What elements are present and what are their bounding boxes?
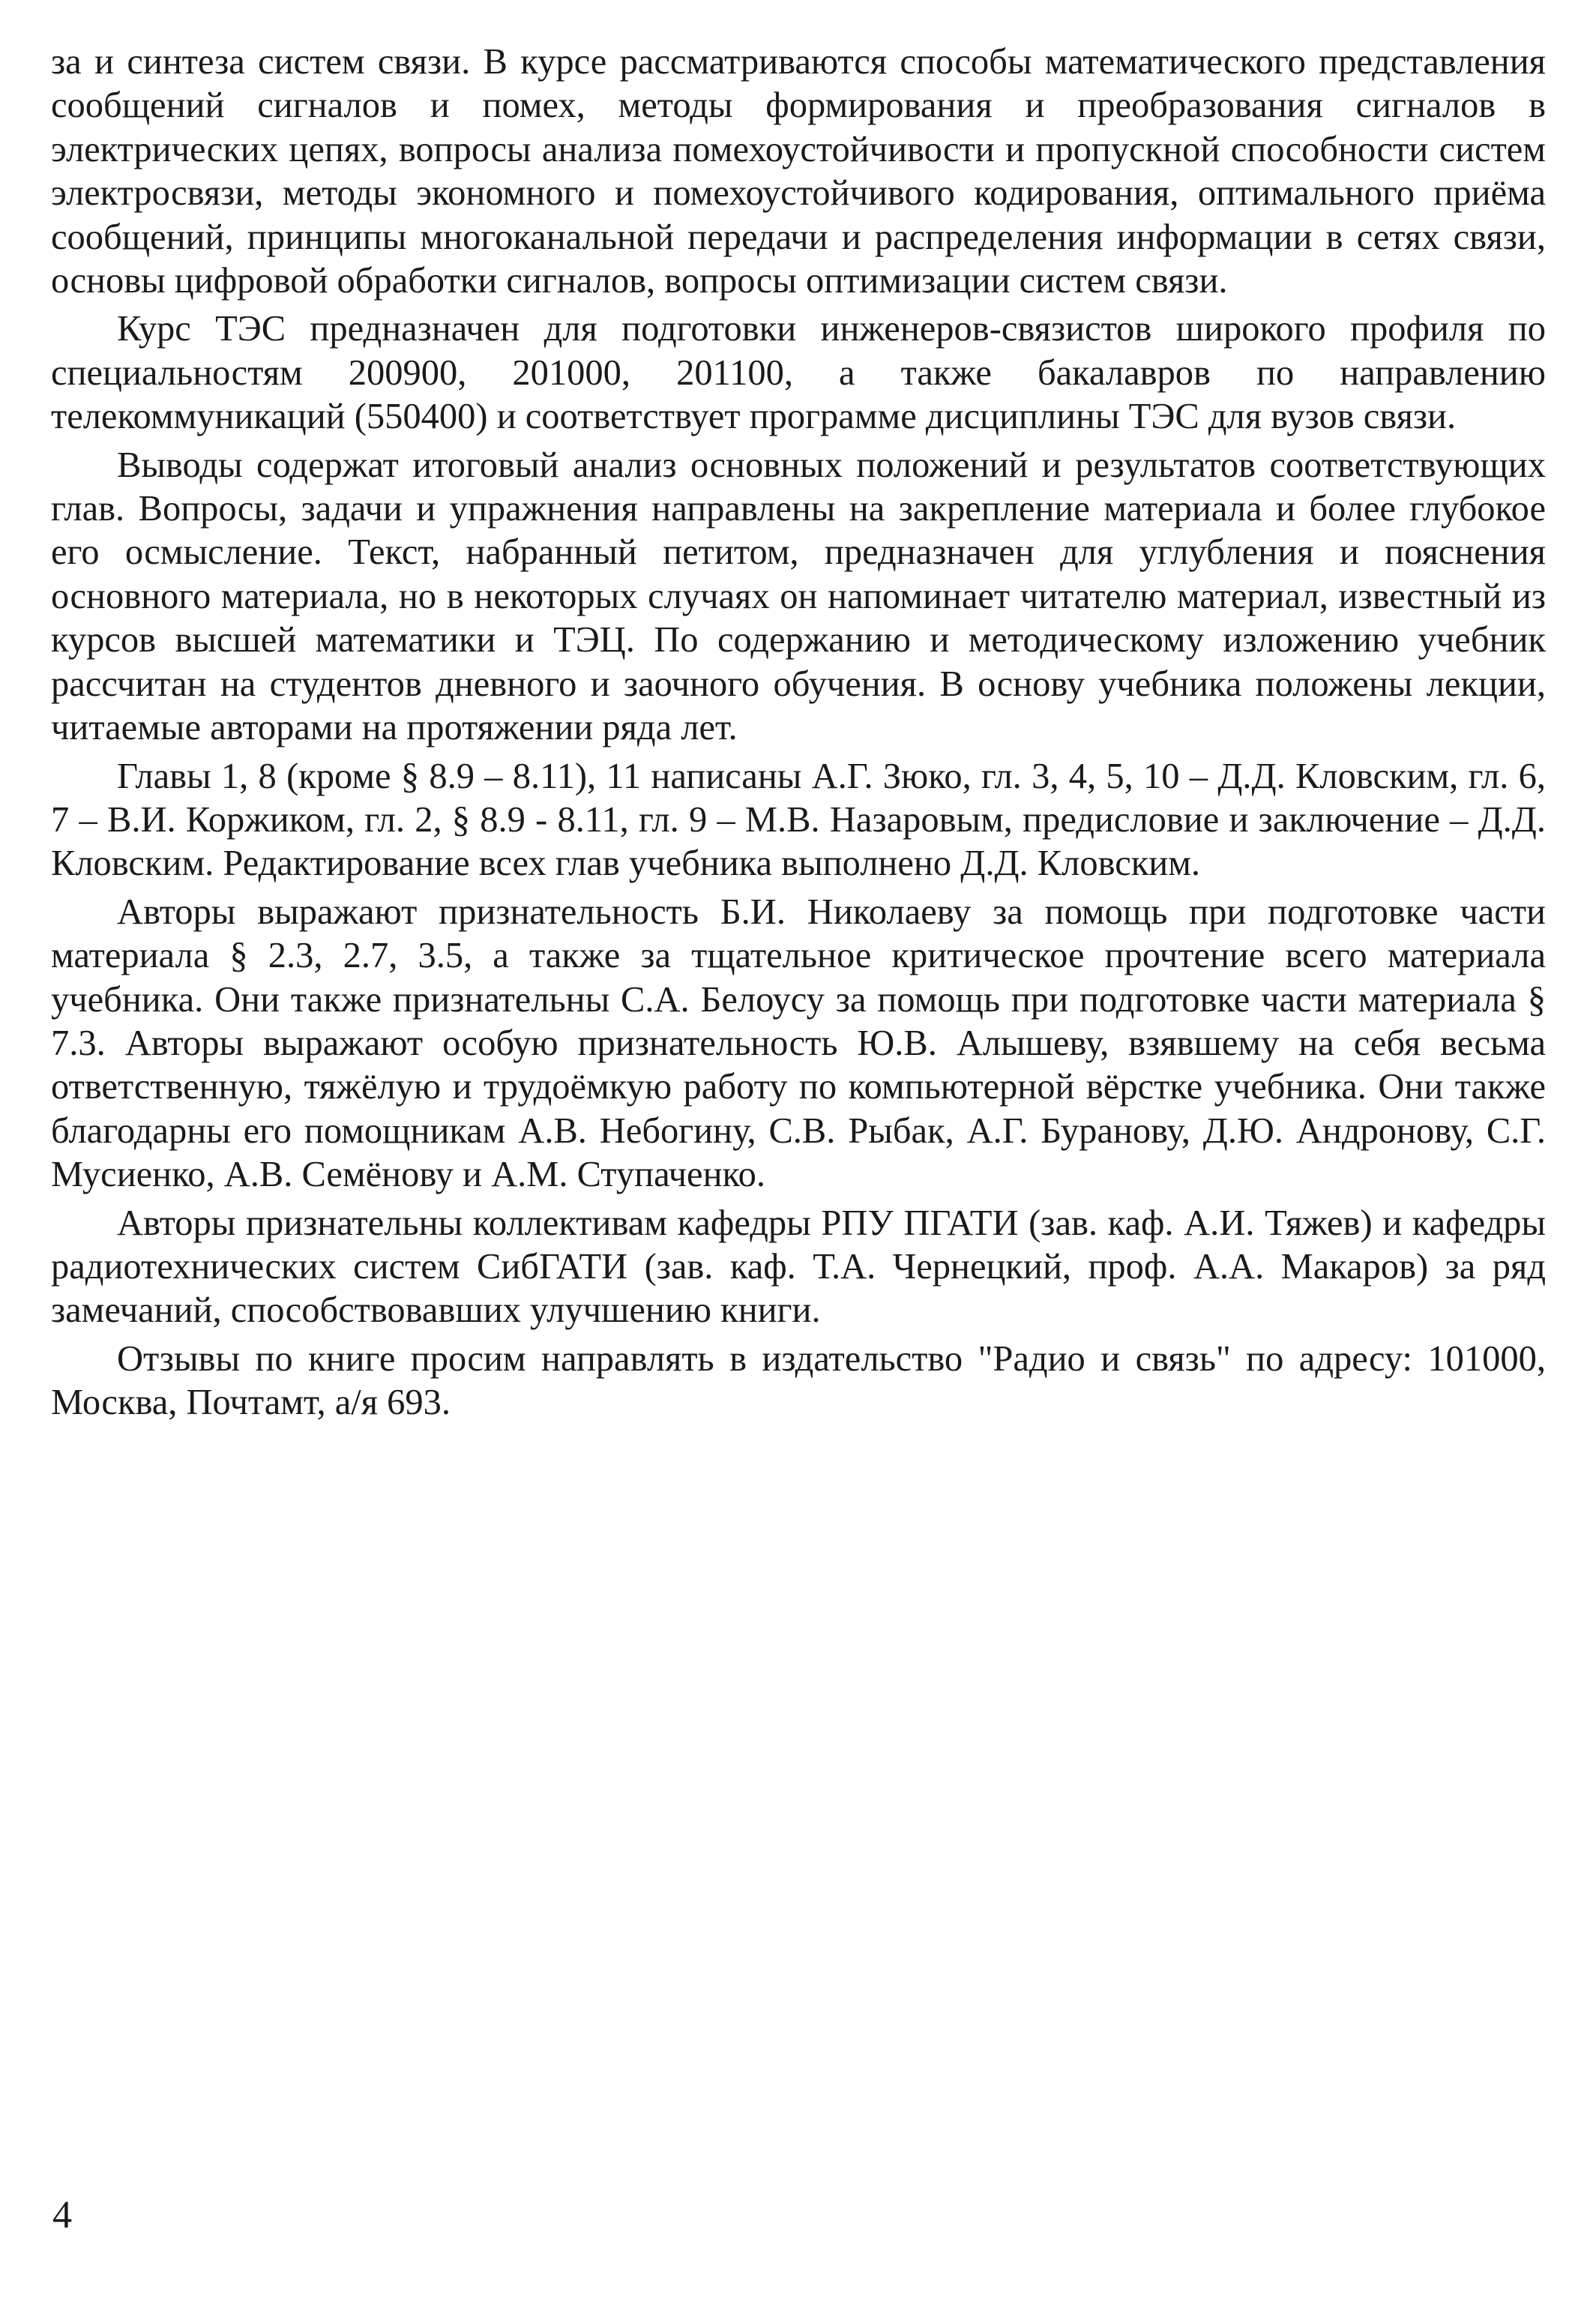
paragraph-acknowledgements: Авторы выражают признательность Б.И. Николаеву за помощь при подготовке части материала § 2.3, 2.7, 3.5, а также за тщательное критическое прочтение всего материала учебника. Они также признательны С.А. Белоусу за помощь при подготовке части материала § 7.3. Авторы выражают особую признательность Ю.В. Алышеву, взявшему на себя весьма ответственную, тяжёлую и трудоёмкую работу по компьютерной вёрстке учебника. Они также благодарны его помощникам А.В. Небогину, С.В. Рыбак, А.Г. Буранову, Д.Ю. Андронову, С.Г. Мусиенко, А.В. Семёнову и А.М. Ступаченко.	[51, 891, 1546, 1195]
page-number: 4	[52, 2194, 72, 2237]
page-body	[51, 40, 1546, 1425]
paragraph-conclusions: Выводы содержат итоговый анализ основных положений и результатов соответствующих глав. Вопросы, задачи и упражнения направлены на закрепление материала и более глубокое его осмысление. Текст, набранный петитом, предназначен для углубления и пояснения основного материала, но в некоторых случаях он напоминает читателю материал, известный из курсов высшей математики и ТЭЦ. По содержанию и методическому изложению учебник рассчитан на студентов дневного и заочного обучения. В основу учебника положены лекции, читаемые авторами на протяжении ряда лет.	[51, 445, 1546, 748]
paragraph-departments-thanks: Авторы признательны коллективам кафедры РПУ ПГАТИ (зав. каф. А.И. Тяжев) и кафедры радиотехнических систем СибГАТИ (зав. каф. Т.А. Чернецкий, проф. А.А. Макаров) за ряд замечаний, способствовавших улучшению книги.	[51, 1203, 1546, 1331]
paragraph-feedback-address: Отзывы по книге просим направлять в издательство "Радио и связь" по адресу: 101000, Москва, Почтамт, а/я 693.	[51, 1338, 1546, 1423]
paragraph-chapter-authors: Главы 1, 8 (кроме § 8.9 – 8.11), 11 написаны А.Г. Зюко, гл. 3, 4, 5, 10 – Д.Д. Кловским, гл. 6, 7 – В.И. Коржиком, гл. 2, § 8.9 - 8.11, гл. 9 – М.В. Назаровым, предисловие и заключение – Д.Д. Кловским. Редактирование всех глав учебника выполнено Д.Д. Кловским.	[51, 756, 1546, 884]
paragraph-course-profile: Курс ТЭС предназначен для подготовки инженеров-связистов широкого профиля по специальностям 200900, 201000, 201100, а также бакалавров по направлению телекоммуникаций (550400) и соответствует программе дисциплины ТЭС для вузов связи.	[51, 309, 1546, 437]
paragraph-continuation: за и синтеза систем связи. В курсе рассматриваются способы математического представления сообщений сигналов и помех, методы формирования и преобразования сигналов в электрических цепях, вопросы анализа помехоустойчивости и пропускной способности систем электросвязи, методы экономного и помехоустойчивого кодирования, оптимального приёма сообщений, принципы многоканальной передачи и распределения информации в сетях связи, основы цифровой обработки сигналов, вопросы оптимизации систем связи.	[51, 42, 1546, 301]
